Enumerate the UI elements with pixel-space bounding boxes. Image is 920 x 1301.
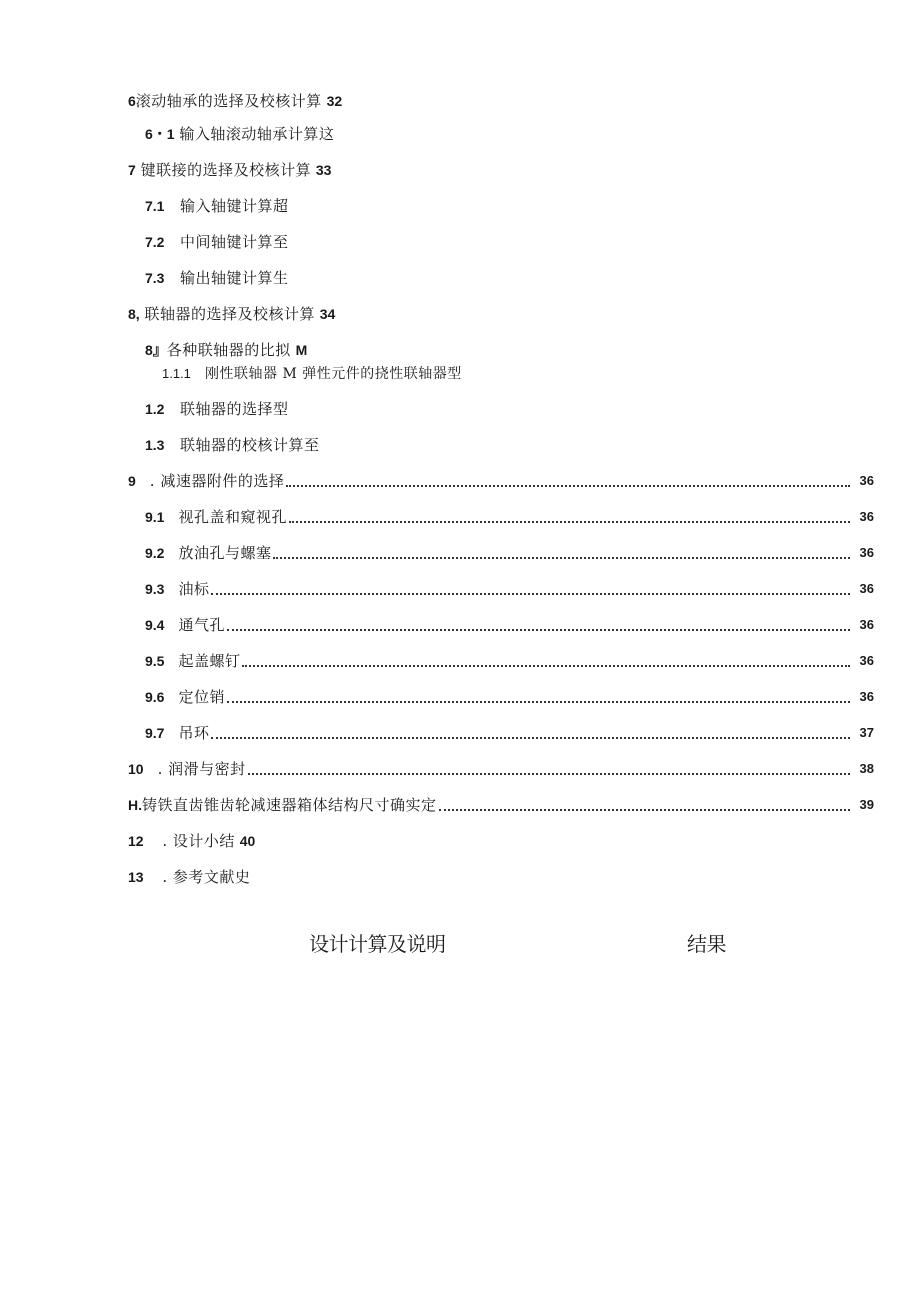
- toc-title: 中间轴键计算至: [180, 233, 289, 251]
- toc-title: 视孔盖和窥视孔: [178, 508, 287, 526]
- toc-page: 36: [859, 689, 874, 704]
- toc-page: 36: [859, 473, 874, 488]
- toc-entry[interactable]: [0, 721, 920, 745]
- toc-title: 各种联轴器的比拟: [166, 341, 291, 359]
- toc-title: 联轴器的校核计算至: [180, 436, 320, 454]
- toc-suffix: M: [295, 342, 308, 358]
- toc-title: 起盖螺钉: [178, 652, 241, 670]
- toc-number: 6: [128, 93, 136, 109]
- toc-page: 36: [859, 509, 874, 524]
- toc-number: 9: [128, 473, 136, 489]
- toc-page: 36: [859, 581, 874, 596]
- toc-number: 9.7: [145, 725, 165, 741]
- toc-title: 铸铁直齿锥齿轮减速器箱体结构尺寸确实定: [142, 796, 437, 814]
- toc-title: 滚动轴承的选择及校核计算: [135, 92, 322, 110]
- toc-number: 7.2: [145, 234, 165, 250]
- dot-leader: [286, 483, 850, 487]
- toc-entry[interactable]: [0, 685, 920, 709]
- toc-title: 放油孔与螺塞: [178, 544, 272, 562]
- toc-page: 39: [859, 797, 874, 812]
- toc-number: 6・1: [145, 126, 175, 142]
- toc-page: 33: [315, 162, 332, 178]
- toc-number: 9.5: [145, 653, 165, 669]
- toc-entry[interactable]: [0, 122, 920, 146]
- toc-entry[interactable]: [0, 433, 920, 457]
- toc-title: . 设计小结: [162, 832, 235, 850]
- toc-page: 36: [859, 617, 874, 632]
- toc-entry[interactable]: [0, 577, 920, 601]
- toc-number: 9.2: [145, 545, 165, 561]
- toc-title: 定位销: [178, 688, 225, 706]
- toc-number: 7: [128, 162, 136, 178]
- toc-entry[interactable]: [0, 541, 920, 565]
- toc-entry[interactable]: [0, 362, 920, 386]
- toc-entry[interactable]: [0, 865, 920, 889]
- toc-number: 9.1: [145, 509, 165, 525]
- toc-entry[interactable]: [0, 649, 920, 673]
- toc-entry[interactable]: [0, 89, 920, 113]
- toc-title: . 参考文献史: [162, 868, 251, 886]
- toc-page: 36: [859, 653, 874, 668]
- toc-number: 8』: [145, 342, 167, 358]
- toc-title: 输出轴键计算生: [180, 269, 289, 287]
- toc-number: 9.4: [145, 617, 165, 633]
- toc-number: 9.3: [145, 581, 165, 597]
- dot-leader: [273, 555, 850, 559]
- toc-title: 联轴器的选择型: [180, 400, 289, 418]
- toc-number: 1.2: [145, 401, 165, 417]
- toc-page: 37: [859, 725, 874, 740]
- toc-entry[interactable]: [0, 230, 920, 254]
- column-heading-result: 结果: [687, 934, 726, 956]
- column-heading-calculation: 设计计算及说明: [309, 934, 446, 956]
- toc-title: 通气孔: [178, 616, 225, 634]
- toc-title: 吊环: [178, 724, 210, 742]
- toc-title: 键联接的选择及校核计算: [140, 161, 312, 179]
- toc-entry[interactable]: [0, 158, 920, 182]
- toc-title: . 减速器附件的选择: [149, 472, 285, 490]
- toc-page: 34: [319, 306, 336, 322]
- toc-title: 油标: [178, 580, 210, 598]
- toc-entry[interactable]: [0, 397, 920, 421]
- toc-number: H.: [128, 797, 142, 813]
- toc-page: 38: [859, 761, 874, 776]
- toc-entry[interactable]: [0, 793, 920, 817]
- toc-number: 9.6: [145, 689, 165, 705]
- dot-leader: [242, 663, 850, 667]
- dot-leader: [227, 699, 850, 703]
- dot-leader: [211, 591, 850, 595]
- toc-title: 输入轴滚动轴承计算这: [179, 125, 335, 143]
- toc-number: 7.1: [145, 198, 165, 214]
- toc-entry[interactable]: [0, 613, 920, 637]
- toc-entry[interactable]: [0, 194, 920, 218]
- toc-entry[interactable]: [0, 829, 920, 853]
- dot-leader: [289, 519, 850, 523]
- toc-number: 10: [128, 761, 144, 777]
- toc-title: 刚性联轴器 M 弹性元件的挠性联轴器型: [205, 366, 462, 382]
- toc-page: 40: [239, 833, 256, 849]
- toc-entry[interactable]: [0, 505, 920, 529]
- toc-number: 1.3: [145, 437, 165, 453]
- toc-title: 输入轴键计算超: [180, 197, 289, 215]
- dot-leader: [439, 807, 850, 811]
- toc-number: 13: [128, 869, 144, 885]
- toc-entry[interactable]: [0, 266, 920, 290]
- toc-number: 1.1.1: [162, 366, 191, 381]
- dot-leader: [227, 627, 850, 631]
- toc-entry[interactable]: [0, 469, 920, 493]
- toc-number: 12: [128, 833, 144, 849]
- toc-entry[interactable]: [0, 302, 920, 326]
- toc-entry[interactable]: [0, 757, 920, 781]
- toc-number: 7.3: [145, 270, 165, 286]
- dot-leader: [211, 735, 850, 739]
- toc-title: . 润滑与密封: [157, 760, 246, 778]
- toc-page: 32: [326, 93, 343, 109]
- toc-entry[interactable]: [0, 338, 920, 362]
- dot-leader: [248, 771, 850, 775]
- toc-number: 8,: [128, 306, 140, 322]
- toc-page: 36: [859, 545, 874, 560]
- toc-title: 联轴器的选择及校核计算: [144, 305, 315, 323]
